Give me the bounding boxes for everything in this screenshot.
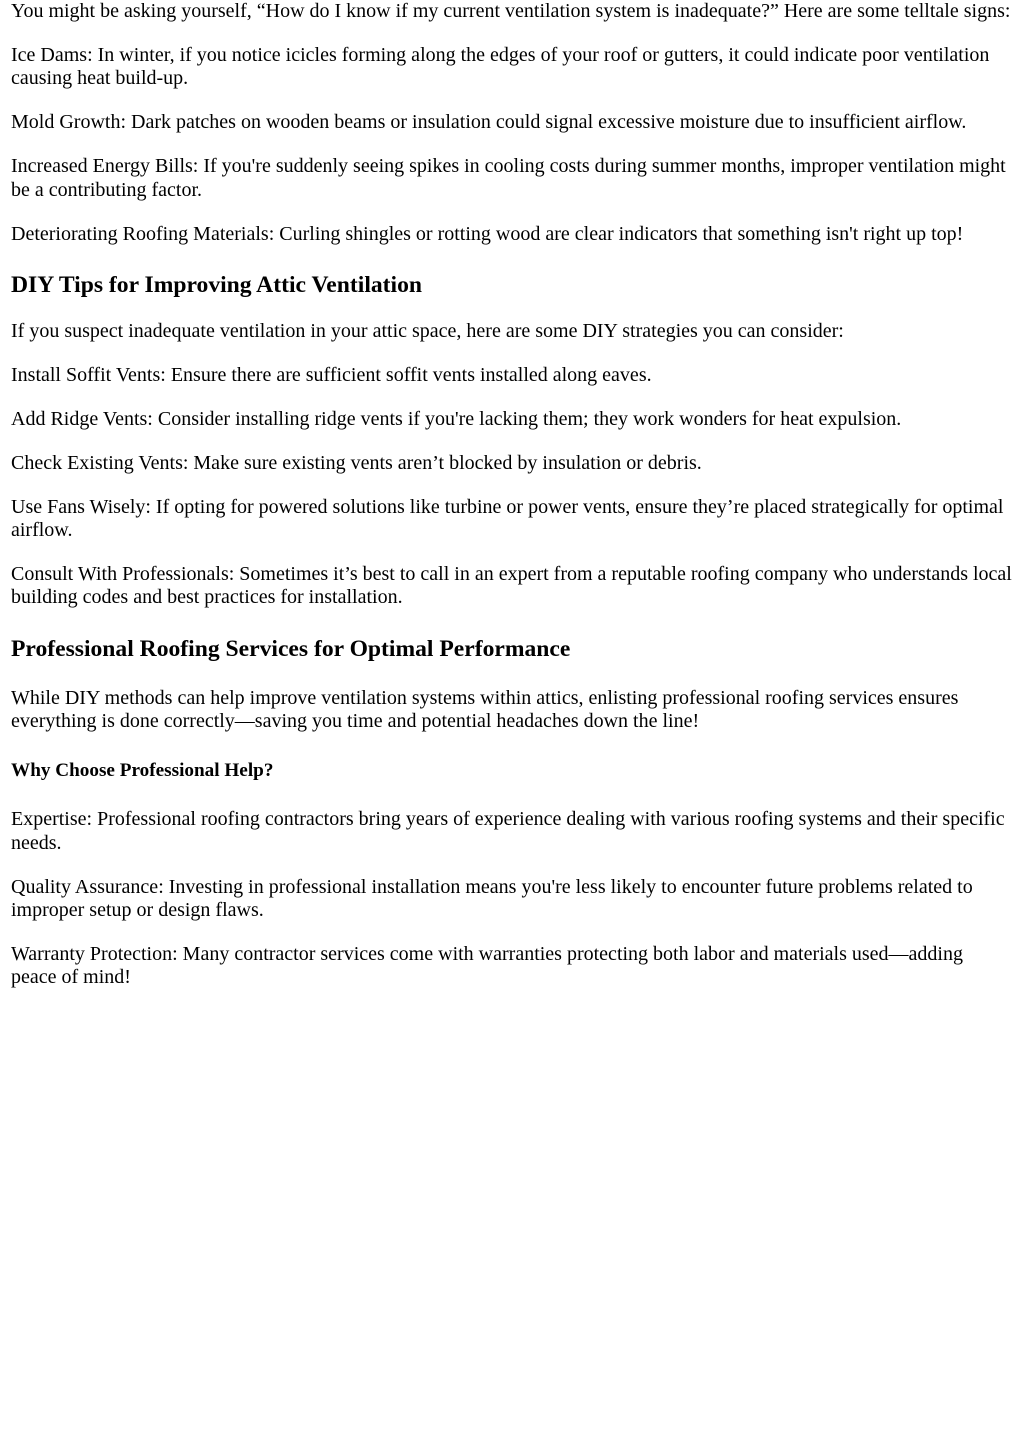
sign-energy-bills: Increased Energy Bills: If you're suddenly seeing spikes in cooling costs during summer months, improper ventilation might be a contributing factor. [11, 155, 1006, 201]
tip-check-vents: Check Existing Vents: Make sure existing vents aren’t blocked by insulation or debris. [11, 451, 702, 474]
diy-heading: DIY Tips for Improving Attic Ventilation [11, 271, 422, 298]
tip-consult-professionals: Consult With Professionals: Sometimes it’s best to call in an expert from a reputable roofing company who understands local building codes and best practices for installation. [11, 563, 1012, 609]
reason-warranty-protection: Warranty Protection: Many contractor services come with warranties protecting both labor and materials used—adding peace of mind! [11, 942, 963, 989]
professional-heading: Professional Roofing Services for Optimal Performance [11, 635, 571, 662]
why-choose-heading: Why Choose Professional Help? [11, 760, 274, 782]
reason-quality-assurance: Quality Assurance: Investing in professional installation means you're less likely to encounter future problems related to improper setup or design flaws. [11, 875, 973, 921]
reason-expertise: Expertise: Professional roofing contractors bring years of experience dealing with various roofing systems and their specific needs. [11, 808, 1005, 854]
sign-roofing-materials: Deteriorating Roofing Materials: Curling shingles or rotting wood are clear indicators that something isn't right up top! [11, 222, 964, 245]
tip-soffit-vents: Install Soffit Vents: Ensure there are sufficient soffit vents installed along eaves. [11, 363, 652, 386]
sign-mold-growth: Mold Growth: Dark patches on wooden beams or insulation could signal excessive moisture due to insufficient airflow. [11, 111, 967, 134]
tip-use-fans: Use Fans Wisely: If opting for powered solutions like turbine or power vents, ensure they’re placed strategically for optimal airflow. [11, 495, 1004, 542]
intro-paragraph: You might be asking yourself, “How do I know if my current ventilation system is inadequate?” Here are some telltale signs: [11, 0, 1011, 22]
tip-ridge-vents: Add Ridge Vents: Consider installing ridge vents if you're lacking them; they work wonders for heat expulsion. [11, 407, 902, 430]
professional-intro: While DIY methods can help improve ventilation systems within attics, enlisting professional roofing services ensures everything is done correctly—saving you time and potential headaches down the line! [11, 686, 959, 732]
sign-ice-dams: Ice Dams: In winter, if you notice icicles forming along the edges of your roof or gutters, it could indicate poor ventilation causing heat build-up. [11, 43, 990, 90]
diy-intro: If you suspect inadequate ventilation in your attic space, here are some DIY strategies you can consider: [11, 319, 844, 342]
